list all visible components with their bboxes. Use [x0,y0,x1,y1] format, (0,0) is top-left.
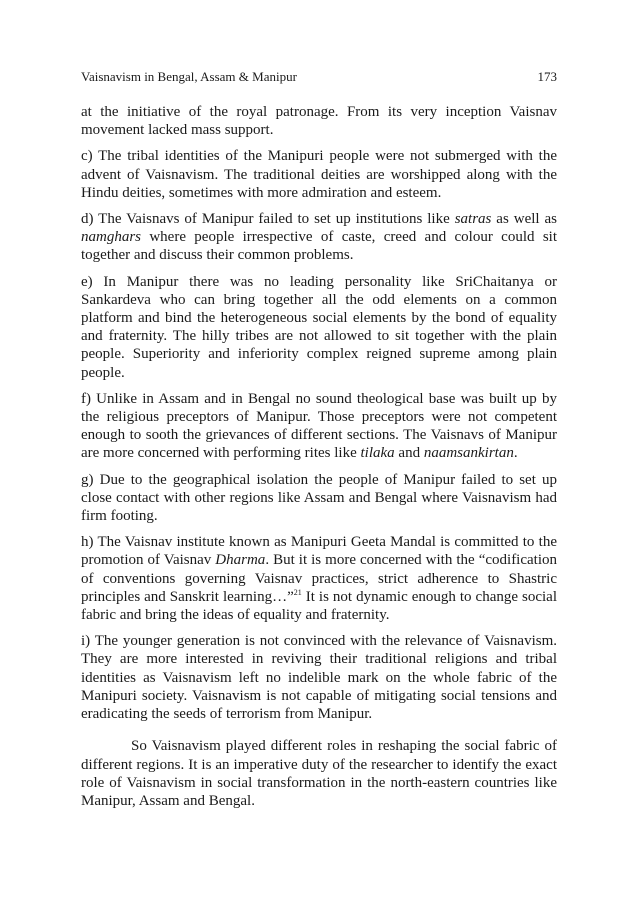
term-namghars: namghars [81,229,142,246]
paragraph-h: h) The Vaisnav institute known as Manipuri Geeta Mandal is committed to the promotion of Vaisnav Dharma. But it is more concerned with the “codification of conventions governing Vaisnav practices, strict adherence to Shastric principles and Sanskrit learning…”$^{21}$ It is not dynamic enough to change social fabric and bring the ideas of equality and fraternity. [81,534,558,624]
running-head: Vaisnavism in Bengal, Assam & Manipur [81,69,297,84]
paragraph-g: g) Due to the geographical isolation the people of Manipur failed to set up close contact with other regions like Assam and Bengal where Vaisnavism had firm footing. [81,471,557,525]
term-tilaka: tilaka [360,445,395,462]
paragraph-i: i) The younger generation is not convinced with the relevance of Vaisnavism. They are more interested in reviving their traditional religions and tribal identities as Vaisnavism left no indelible mark on the whole fabric of the Manipuri society. Vaisnavism is not capable of mitigating social tensions and eradicating the seeds of terrorism from Manipur. [81,633,557,723]
body-text [81,103,557,818]
paragraph-continued: at the initiative of the royal patronage. From its very inception Vaisnav movement lacked mass support. [81,104,557,139]
term-satras: satras [454,211,492,228]
term-naamsankirtan: naamsankirtan [423,445,514,462]
paragraph-f: f) Unlike in Assam and in Bengal no sound theological base was built up by the religious preceptors of Manipur. Those preceptors were not competent enough to sooth the grievances of different sections. The Vaisnavs of Manipur are more concerned with performing rites like tilaka and naamsankirtan. [81,390,557,462]
paragraph-c: c) The tribal identities of the Manipuri people were not submerged with the advent of Vaisnavism. The traditional deities are worshipped along with the Hindu deities, sometimes with more admiration and esteem. [81,148,557,201]
paragraph-d: d) The Vaisnavs of Manipur failed to set up institutions like satras as well as namghars where people irrespective of caste, creed and colour could sit together and discuss their common problems. [81,211,557,264]
paragraph-e: e) In Manipur there was no leading personality like SriChaitanya or Sankardeva who can bring together all the odd elements on a common platform and bind the heterogeneous social elements by the bond of equality and fraternity. The hilly tribes are not allowed to sit together with the plain people. Superiority and inferiority complex reigned supreme among plain people. [81,273,557,381]
page-number: 173 [537,69,557,84]
footnote-ref[interactable]: 21 [293,587,302,597]
paragraph-conclusion: So Vaisnavism played different roles in reshaping the social fabric of different regions. It is an imperative duty of the researcher to identify the exact role of Vaisnavism in social transformation in the north-eastern countries like Manipur, Assam and Bengal. [81,738,557,809]
term-dharma: Dharma [215,552,266,569]
